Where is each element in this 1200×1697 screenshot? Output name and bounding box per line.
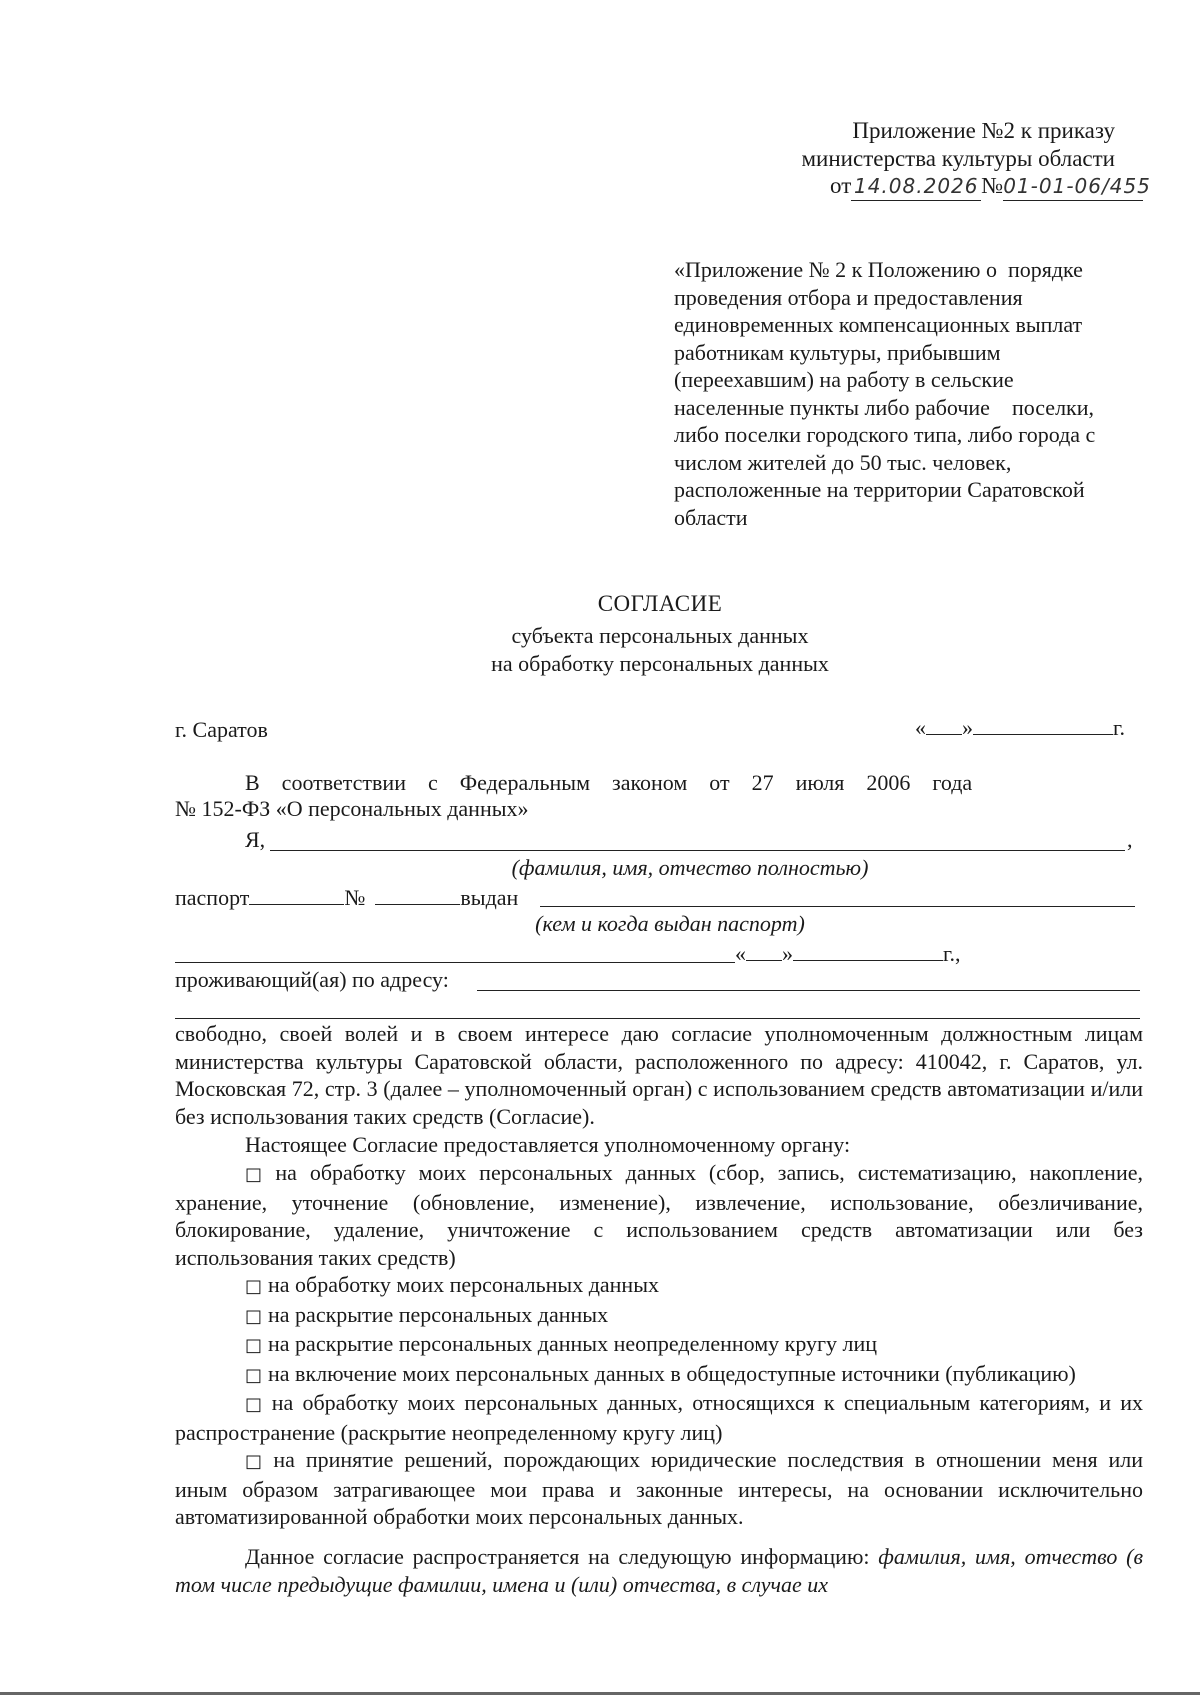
consent-subtitle-2: на обработку персональных данных	[491, 651, 829, 676]
checkbox-icon[interactable]: □	[245, 1276, 263, 1297]
checkbox-icon[interactable]: □	[245, 1305, 263, 1327]
appendix-line: расположенные на территории Саратовской	[674, 477, 1085, 502]
appendix-line: числом жителей до 50 тыс. человек,	[674, 449, 1012, 475]
consent-option	[175, 1301, 1143, 1331]
consent-title: СОГЛАСИЕ	[597, 591, 723, 616]
fio-line	[270, 850, 1125, 851]
checkbox-icon[interactable]: □	[245, 1164, 270, 1185]
consent-option	[175, 1389, 1143, 1446]
law-reference	[175, 769, 1143, 823]
consent-subtitle-1: субъекта персональных данных	[511, 623, 809, 648]
consent-option-text: на обработку моих персональных данных, относящихся к специальным категориям, и их распространение (раскрытие неопределенному кругу лиц)	[175, 1390, 1143, 1445]
appendix-line: единовременных компенсационных выплат	[674, 312, 1083, 337]
order-header	[695, 117, 1115, 173]
appendix-line: области	[674, 504, 748, 530]
consent-options	[175, 1159, 1143, 1531]
consent-option	[175, 1271, 1143, 1301]
law-line-1: В соответствии с Федеральным законом от 27 июля 2006 года	[245, 770, 973, 795]
page-bottom-rule	[0, 1692, 1200, 1695]
info-italic: фамилия, имя, отчество (в том числе предыдущие фамилии, имена и (или) отчества, в случае их	[175, 1544, 1144, 1597]
consent-option-text: на включение моих персональных данных в общедоступные источники (публикацию)	[268, 1360, 1076, 1386]
date-quote-close: »	[962, 715, 973, 740]
order-number-handwritten: 01-01-06/455	[1003, 172, 1143, 201]
passport-line	[175, 884, 518, 912]
year-suffix: г.	[1113, 715, 1126, 740]
consent-option-text: на принятие решений, порождающих юридические последствия в отношении меня или иным образом затрагивающее мои права и законные интересы, на основании исключительно автоматизированной обработки моих персональных данных.	[175, 1447, 1143, 1529]
passport-label: паспорт	[175, 885, 250, 910]
info-lead: Данное согласие распространяется на следующую информацию:	[245, 1544, 870, 1569]
issued-day-blank	[746, 942, 782, 961]
checkbox-icon[interactable]: □	[245, 1335, 263, 1356]
consent-option	[175, 1446, 1143, 1531]
i-label: Я,	[245, 827, 266, 852]
consent-option	[175, 1159, 1143, 1271]
issued-quote-open: «	[735, 941, 746, 966]
consent-option-text: на раскрытие персональных данных неопределенному кругу лиц	[268, 1331, 878, 1356]
issued-line	[540, 906, 1135, 907]
passport-number-sign: №	[344, 885, 366, 910]
month-year-blank	[973, 716, 1113, 735]
appendix-line: работникам культуры, прибывшим	[674, 339, 1001, 365]
checkbox-icon[interactable]: □	[245, 1394, 266, 1415]
provided-to: Настоящее Согласие предоставляется уполномоченному органу:	[245, 1132, 851, 1157]
info-paragraph	[175, 1543, 1143, 1599]
order-ref-line	[830, 172, 1151, 201]
issued-month-blank	[793, 942, 943, 961]
appendix-line: (переехавшим) на работу в сельские	[674, 367, 1014, 392]
fio-comma: ,	[1127, 827, 1133, 852]
appendix-reference	[674, 256, 1154, 531]
issued-by-line	[175, 962, 735, 963]
consent-option-text: на раскрытие персональных данных	[268, 1301, 609, 1327]
passport-series-blank	[249, 886, 344, 905]
order-header-line1: Приложение №2 к приказу	[852, 118, 1115, 143]
fio-hint: (фамилия, имя, отчество полностью)	[511, 855, 869, 880]
consent-text: свободно, своей волей и в своем интересе даю согласие уполномоченным должностным лицам министерства культуры Саратовской области, расположенного по адресу: 410042, г. Саратов, ул. Московская 72, стр. 3 (далее – уполномоченный орган) с использованием средств автоматизации и/или без использования таких средств (Согласие).	[175, 1021, 1143, 1129]
appendix-line: либо поселки городского типа, либо города с	[674, 422, 1096, 447]
appendix-line: населенные пункты либо рабочие поселки,	[674, 394, 1095, 420]
issued-quote-close: »	[782, 941, 793, 966]
issued-year-suffix: г.,	[943, 941, 961, 966]
consent-option	[175, 1360, 1143, 1390]
number-label: №	[981, 173, 1004, 198]
checkbox-icon[interactable]: □	[245, 1364, 263, 1386]
consent-option-text: на обработку моих персональных данных (сбор, запись, систематизацию, накопление, хранение, уточнение (обновление, изменение), извлечение, использование, обезличивание, блокирование, удаление, уничтожение с использованием средств автоматизации или без использования таких средств)	[175, 1160, 1143, 1270]
address-line-2	[175, 1018, 1140, 1019]
checkbox-icon[interactable]: □	[245, 1451, 268, 1472]
issued-date	[735, 940, 961, 968]
consent-option	[175, 1330, 1143, 1360]
order-header-line2: министерства культуры области	[801, 146, 1115, 171]
issued-label: выдан	[460, 885, 519, 910]
law-line-2: № 152-ФЗ «О персональных данных»	[175, 796, 529, 821]
consent-option-text: на обработку моих персональных данных	[268, 1272, 659, 1297]
from-label: от	[830, 173, 852, 198]
date-quote-open: «	[915, 715, 926, 740]
consent-title-block	[0, 590, 1200, 678]
day-blank	[926, 716, 962, 735]
appendix-line: проведения отбора и предоставления	[674, 284, 1023, 310]
place-city: г. Саратов	[175, 717, 268, 742]
address-label: проживающий(ая) по адресу:	[175, 967, 449, 992]
place-date	[915, 714, 1125, 742]
issued-hint: (кем и когда выдан паспорт)	[535, 911, 805, 936]
appendix-line: «Приложение № 2 к Положению о порядке	[674, 257, 1083, 282]
passport-number-blank	[375, 886, 460, 905]
order-date-handwritten: 14.08.2026	[851, 172, 981, 201]
address-line-1	[477, 990, 1140, 991]
